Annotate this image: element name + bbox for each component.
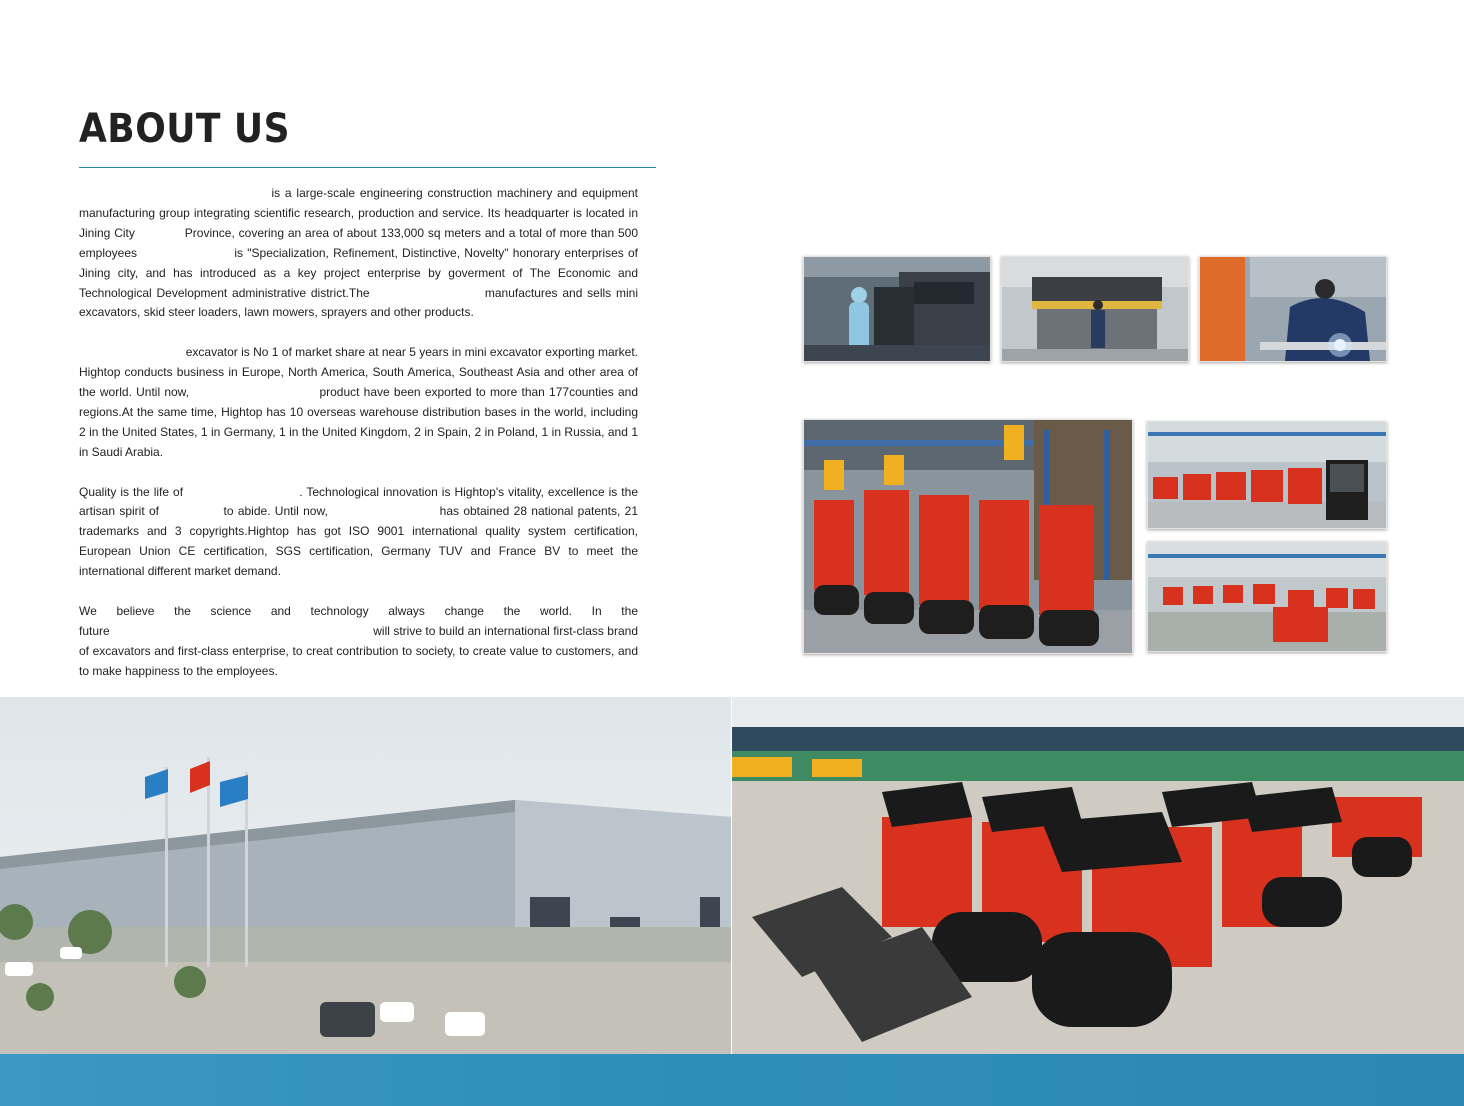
paragraph-vision: We believe the science and technology always change the world. In the future will strive to build an international first-class brand of excavators and first-class enterprise, to creat contribution to society, to create value to customers, and to make happiness to the employees. — [79, 603, 638, 678]
title-divider — [79, 167, 656, 168]
welder-photo — [1199, 256, 1387, 362]
press-brake-operator-photo — [1001, 256, 1189, 362]
red-skid-steer-loaders-photo — [732, 697, 1464, 1054]
page-title: ABOUT US — [79, 106, 290, 152]
factory-building-aerial-photo — [0, 697, 731, 1054]
paragraph-market: excavator is No 1 of market share at near 5 years in mini excavator exporting market. Hightop conducts business in Europe, North America, South America, Southeast Asia and other area of the world. Until now, product have been exported to more than 177counties and regions.At the same time, Hightop has 10 overseas warehouse distribution bases in the world, including 2 in the United States, 1 in Germany, 1 in the United Kingdom, 2 in Spain, 2 in Poland, 1 in Russia, and 1 in Saudi Arabia. — [79, 345, 638, 459]
spray-painting-workshop-photo — [803, 256, 991, 362]
loader-production-line-photo — [803, 419, 1133, 654]
loaders-in-factory-photo — [1147, 421, 1387, 529]
about-text — [79, 184, 638, 702]
red-loaders-factory-floor-photo — [1147, 541, 1387, 652]
paragraph-company-intro: is a large-scale engineering construction machinery and equipment manufacturing group integrating scientific research, production and service. Its headquarter is located in Jining City Province, covering an area of about 133,000 sq meters and a total of more than 500 employees is "Specialization, Refinement, Distinctive, Novelty" honorary enterprises of Jining city, and has introduced as a key project enterprise by goverment of The Economic and Technological Development administrative district.The manufactures and sells mini excavators, skid steer loaders, lawn mowers, sprayers and other products. — [79, 186, 638, 320]
footer-bar — [0, 1054, 1464, 1106]
paragraph-quality: Quality is the life of . Technological innovation is Hightop's vitality, excellence is the artisan spirit of to abide. Until now, has obtained 28 national patents, 21 trademarks and 3 copyrights.Hightop has got ISO 9001 international quality system certification, European Union CE certification, SGS certification, Germany TUV and France BV to meet the international different market demand. — [79, 484, 638, 579]
